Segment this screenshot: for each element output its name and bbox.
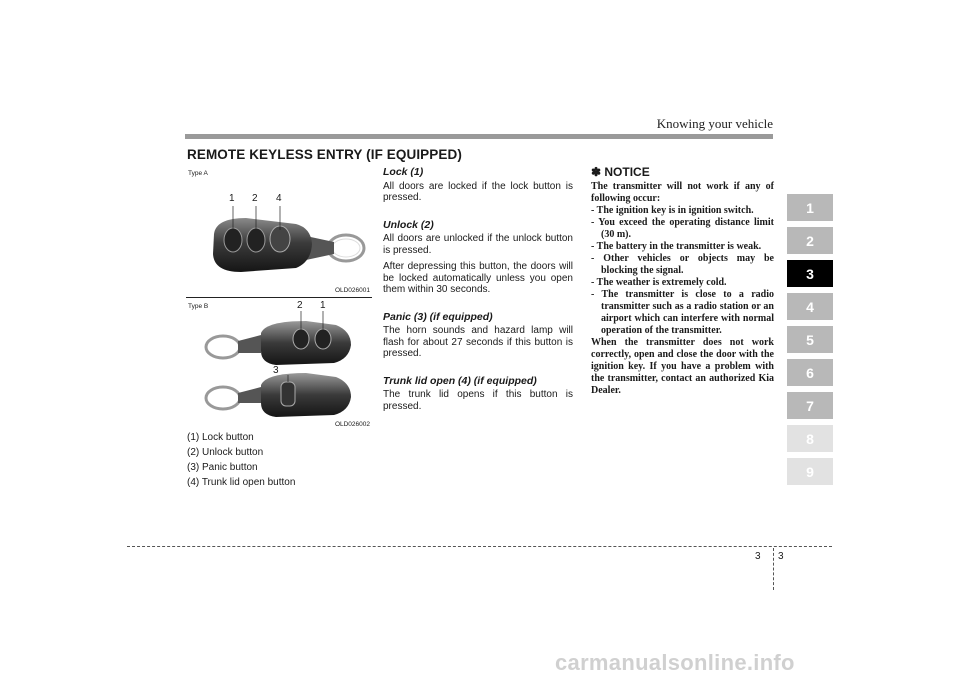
figure-type-label: Type A [188,170,208,177]
notice-item: - You exceed the operating distance limit (30 m). [591,217,774,240]
unlock-text: All doors are unlocked if the unlock button is pressed. [383,233,573,256]
caption-item: (3) Panic button [187,462,258,473]
chapter-tab-5[interactable]: 5 [787,326,833,353]
figure-code: OLD026002 [334,421,370,428]
panic-heading: Panic (3) (if equipped) [383,310,493,323]
callout-label: 4 [276,193,282,204]
lock-heading: Lock (1) [383,166,424,178]
notice-item: - The battery in the transmitter is weak. [591,241,762,252]
header-title: Knowing your vehicle [656,116,773,131]
notice-item: - The ignition key is in ignition switch. [591,205,754,216]
callout-label: 3 [273,365,279,376]
lock-text: All doors are locked if the lock button is pressed. [383,180,573,203]
figure-divider [186,297,372,298]
chapter-tab-6[interactable]: 6 [787,359,833,386]
notice-item: - The weather is extremely cold. [591,277,727,288]
callout-label: 2 [252,193,258,204]
callout-label: 1 [320,300,326,311]
trunk-heading: Trunk lid open (4) (if equipped) [383,374,537,387]
chapter-tab-7[interactable]: 7 [787,392,833,419]
caption-item: (2) Unlock button [187,447,264,458]
caption-list [187,430,295,490]
chapter-tab-9[interactable]: 9 [787,458,833,485]
caption-item: (1) Lock button [187,432,254,443]
notice-item: - Other vehicles or objects may be blocking the signal. [591,253,774,276]
notice-box [591,166,774,397]
button-descriptions [383,167,573,417]
page-number: 3 [778,551,784,562]
unlock-heading: Unlock (2) [383,218,434,231]
chapter-tabs [787,194,833,491]
trunk-text: The trunk lid opens if this button is pressed. [383,389,573,412]
figure-type-b [186,299,372,430]
notice-closing: When the transmitter does not work correctly, open and close the door with the ignition key. If you have a problem with the transmitter, contact an authorized Kia Dealer. [591,337,774,396]
chapter-tab-8[interactable]: 8 [787,425,833,452]
footer-divider [773,548,774,590]
callout-label: 2 [297,300,303,311]
chapter-tab-4[interactable]: 4 [787,293,833,320]
chapter-tab-1[interactable]: 1 [787,194,833,221]
notice-item: - The transmitter is close to a radio transmitter such as a radio station or an airport which can interfere with normal operation of the transmitter. [591,289,774,336]
chapter-tab-2[interactable]: 2 [787,227,833,254]
key-fob-type-b-image [186,303,372,428]
caption-item: (4) Trunk lid open button [187,477,296,488]
notice-intro: The transmitter will not work if any of following occur: [591,181,774,204]
watermark: carmanualsonline.info [555,650,795,675]
panic-text: The horn sounds and hazard lamp will flash for about 27 seconds if this button is pressed. [383,325,573,359]
unlock-auto-lock-text: After depressing this button, the doors will be locked automatically unless you open them within 30 seconds. [383,261,573,295]
callout-label: 1 [229,193,235,204]
figure-code: OLD026001 [334,287,370,294]
figure-type-a [186,166,372,296]
header-rule [185,134,773,139]
notice-title: ✽ NOTICE [591,165,650,179]
page-chapter: 3 [755,551,761,562]
section-title: REMOTE KEYLESS ENTRY (IF EQUIPPED) [187,147,462,162]
figure-type-label: Type B [188,303,209,310]
footer-rule [127,546,832,547]
chapter-tab-3[interactable]: 3 [787,260,833,287]
